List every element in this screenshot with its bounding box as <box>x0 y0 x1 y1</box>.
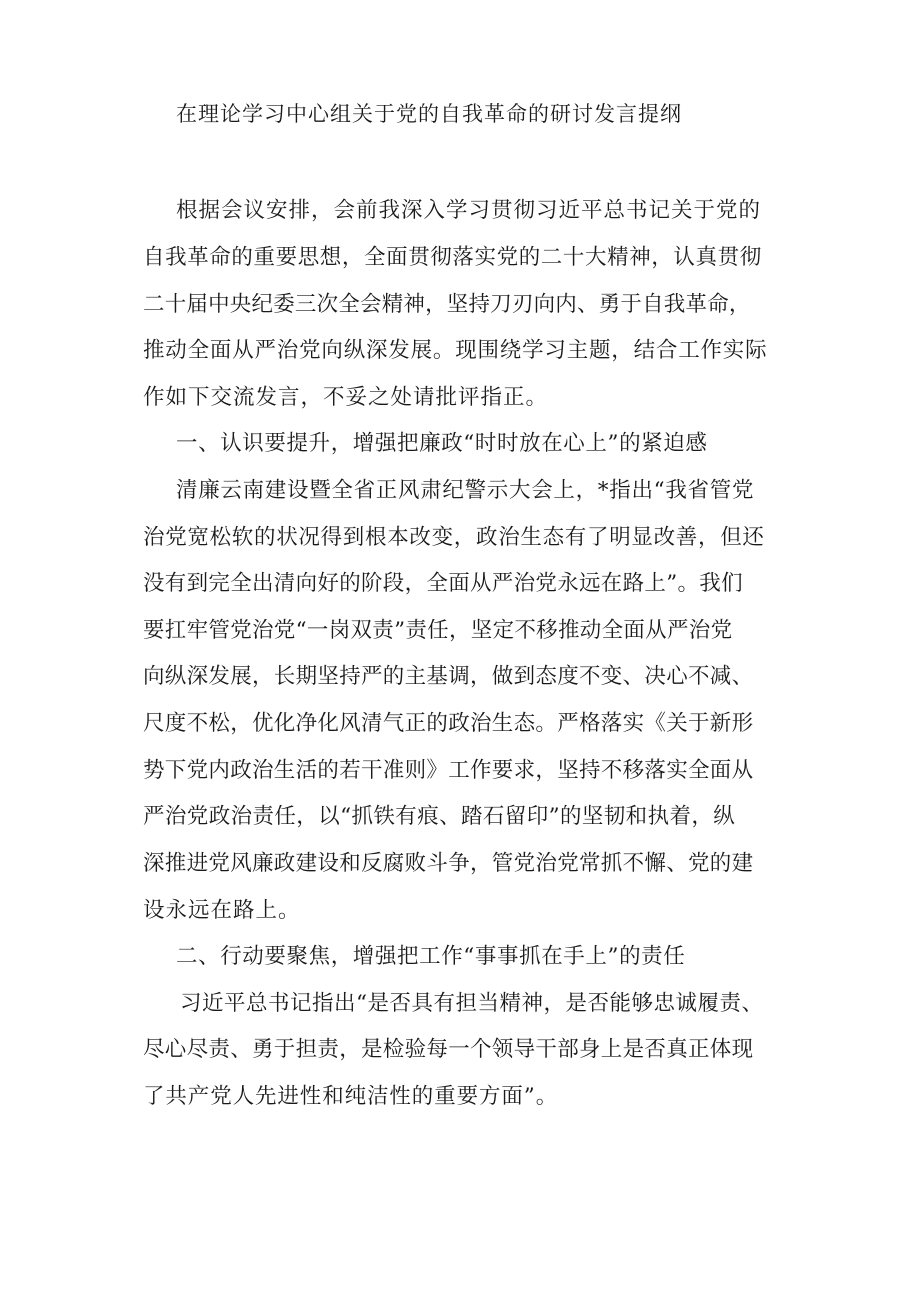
paragraph-line: 向纵深发展，长期坚持严的主基调，做到态度不变、决心不减、 <box>143 664 754 689</box>
paragraph-line: 尽心尽责、勇于担责，是检验每一个领导干部身上是否真正体现 <box>143 1037 754 1062</box>
paragraph-line: 习近平总书记指出“是否具有担当精神，是否能够忠诚履责、 <box>180 991 764 1016</box>
paragraph-line: 二十届中央纪委三次全会精神，坚持刀刃向内、勇于自我革命， <box>143 292 751 317</box>
paragraph-line: 自我革命的重要思想，全面贯彻落实党的二十大精神，认真贯彻 <box>143 245 762 270</box>
paragraph-line: 没有到完全出清向好的阶段，全面从严治党永远在路上”。我们 <box>143 571 743 596</box>
section-heading: 二、行动要聚焦，增强把工作“事事抓在手上”的责任 <box>176 944 686 969</box>
paragraph-line: 尺度不松，优化净化风清气正的政治生态。严格落实《关于新形 <box>143 711 754 736</box>
paragraph-line: 作如下交流发言，不妥之处请批评指正。 <box>143 385 549 410</box>
paragraph-line: 设永远在路上。 <box>143 898 301 923</box>
paragraph-line: 清廉云南建设暨全省正风肃纪警示大会上，*指出“我省管党 <box>176 478 755 503</box>
paragraph-line: 严治党政治责任，以“抓铁有痕、踏石留印”的坚韧和执着，纵 <box>143 804 736 829</box>
document-title: 在理论学习中心组关于党的自我革命的研讨发言提纲 <box>176 102 682 126</box>
paragraph-line: 了共产党人先进性和纯洁性的重要方面”。 <box>143 1084 559 1109</box>
paragraph-line: 治党宽松软的状况得到根本改变，政治生态有了明显改善，但还 <box>143 525 765 550</box>
section-heading: 一、认识要提升，增强把廉政“时时放在心上”的紧迫感 <box>176 431 708 456</box>
paragraph-line: 推动全面从严治党向纵深发展。现围绕学习主题，结合工作实际 <box>143 338 768 363</box>
paragraph-line: 要扛牢管党治党“一岗双责”责任，坚定不移推动全面从严治党 <box>143 618 733 643</box>
paragraph-line: 势下党内政治生活的若干准则》工作要求，坚持不移落实全面从 <box>143 758 754 783</box>
paragraph-line: 根据会议安排，会前我深入学习贯彻习近平总书记关于党的 <box>176 198 762 223</box>
paragraph-line: 深推进党风廉政建设和反腐败斗争，管党治党常抓不懈、党的建 <box>143 851 754 876</box>
